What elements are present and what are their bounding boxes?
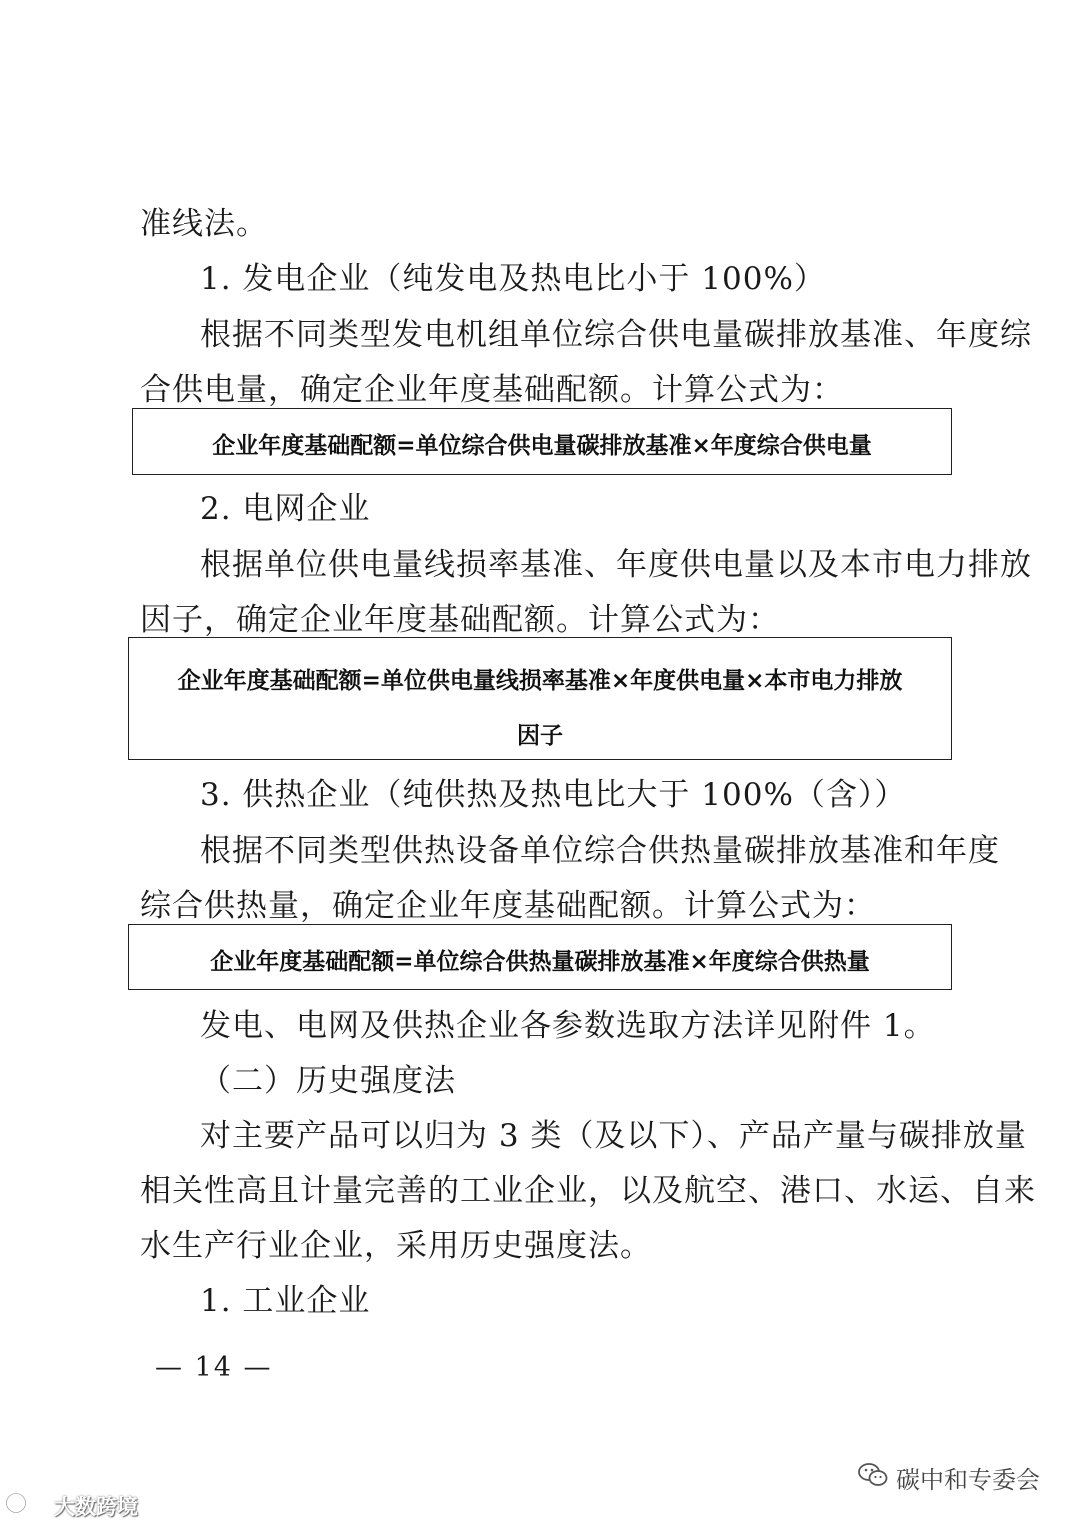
section-heading: （二）历史强度法 <box>200 1063 456 1099</box>
formula-box-2 <box>128 637 952 760</box>
watermark-left <box>6 1490 138 1521</box>
text-line: 因子，确定企业年度基础配额。计算公式为： <box>140 602 780 638</box>
text-line: 相关性高且计量完善的工业企业，以及航空、港口、水运、自来 <box>140 1173 1036 1209</box>
text-line: 合供电量，确定企业年度基础配额。计算公式为： <box>140 372 844 408</box>
text-line: 根据不同类型发电机组单位综合供电量碳排放基准、年度综 <box>200 317 1032 353</box>
text-line: 综合供热量，确定企业年度基础配额。计算公式为： <box>140 888 876 924</box>
wechat-icon <box>858 1462 888 1494</box>
section-heading: 3. 供热企业（纯供热及热电比大于 100%（含）） <box>200 777 907 813</box>
watermark-text: 大数跨境 <box>54 1494 138 1519</box>
text-line: 对主要产品可以归为 3 类（及以下）、产品产量与碳排放量 <box>200 1118 1027 1154</box>
section-heading: 2. 电网企业 <box>200 491 371 527</box>
formula-text: 企业年度基础配额=单位综合供电量碳排放基准×年度综合供电量 <box>212 433 872 459</box>
formula-box-3 <box>128 924 952 990</box>
text-line: 发电、电网及供热企业各参数选取方法详见附件 1。 <box>200 1008 936 1044</box>
formula-text: 企业年度基础配额=单位供电量线损率基准×年度供电量×本市电力排放 <box>177 668 903 694</box>
formula-text: 因子 <box>517 723 563 749</box>
formula-text: 企业年度基础配额=单位综合供热量碳排放基准×年度综合供热量 <box>210 949 870 975</box>
text-line: 准线法。 <box>140 206 268 242</box>
watermark-text: 碳中和专委会 <box>896 1466 1040 1494</box>
text-line: 根据单位供电量线损率基准、年度供电量以及本市电力排放 <box>200 547 1032 583</box>
section-heading: 1. 发电企业（纯发电及热电比小于 100%） <box>200 261 826 297</box>
formula-box-1 <box>132 408 952 475</box>
text-line: 根据不同类型供热设备单位综合供热量碳排放基准和年度 <box>200 833 1000 869</box>
watermark-right <box>858 1460 1040 1495</box>
page-number: — 14 — <box>155 1352 273 1383</box>
logo-icon <box>6 1490 50 1521</box>
text-line: 水生产行业企业，采用历史强度法。 <box>140 1228 652 1264</box>
section-heading: 1. 工业企业 <box>200 1283 371 1319</box>
